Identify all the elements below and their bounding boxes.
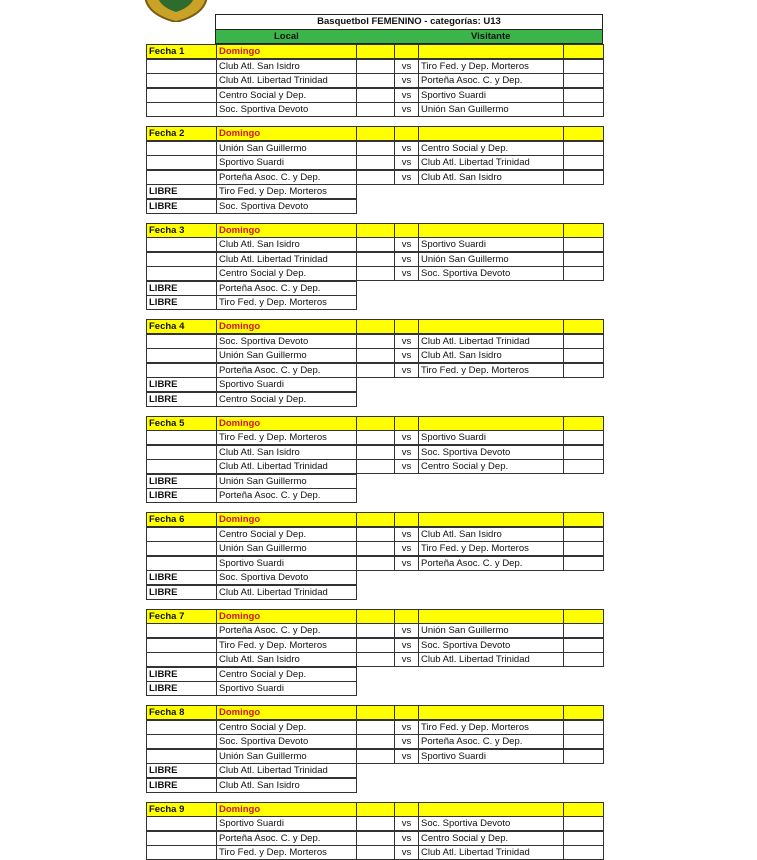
vs-label: vs (394, 266, 419, 281)
fecha-label: Fecha 1 (146, 44, 217, 59)
home-team: Porteña Asoc. C. y Dep. (216, 623, 357, 638)
blank-cell (418, 319, 564, 334)
home-team: Tiro Fed. y Dep. Morteros (216, 638, 357, 653)
away-score-cell (563, 720, 604, 735)
blank-cell (356, 223, 395, 238)
libre-team: Club Atl. San Isidro (216, 778, 357, 793)
away-score-cell (563, 252, 604, 267)
blank-cell (563, 319, 604, 334)
blank-cell (418, 802, 564, 817)
blank-cell (418, 609, 564, 624)
blank-cell (356, 512, 395, 527)
libre-team: Unión San Guillermo (216, 474, 357, 489)
away-score-cell (563, 845, 604, 860)
home-team: Club Atl. San Isidro (216, 445, 357, 460)
day-label: Domingo (216, 416, 357, 431)
away-score-cell (563, 363, 604, 378)
home-score-cell (356, 527, 395, 542)
blank-cell (146, 652, 217, 667)
blank-cell (394, 126, 419, 141)
away-score-cell (563, 623, 604, 638)
blank-cell (356, 609, 395, 624)
away-score-cell (563, 237, 604, 252)
home-score-cell (356, 816, 395, 831)
blank-cell (146, 252, 217, 267)
blank-cell (394, 223, 419, 238)
away-score-cell (563, 141, 604, 156)
home-team: Club Atl. Libertad Trinidad (216, 252, 357, 267)
libre-label: LIBRE (146, 778, 217, 793)
vs-label: vs (394, 831, 419, 846)
blank-cell (356, 44, 395, 59)
vs-label: vs (394, 816, 419, 831)
vs-label: vs (394, 237, 419, 252)
home-team: Soc. Sportiva Devoto (216, 334, 357, 349)
away-team: Centro Social y Dep. (418, 141, 564, 156)
away-score-cell (563, 749, 604, 764)
blank-cell (418, 223, 564, 238)
libre-team: Tiro Fed. y Dep. Morteros (216, 295, 357, 310)
vs-label: vs (394, 734, 419, 749)
fecha-label: Fecha 5 (146, 416, 217, 431)
home-team: Unión San Guillermo (216, 348, 357, 363)
local-column-header: Local (274, 31, 299, 42)
home-score-cell (356, 556, 395, 571)
vs-label: vs (394, 252, 419, 267)
home-team: Club Atl. San Isidro (216, 59, 357, 74)
away-score-cell (563, 266, 604, 281)
blank-cell (146, 541, 217, 556)
libre-team: Sportivo Suardi (216, 681, 357, 696)
away-score-cell (563, 734, 604, 749)
vs-label: vs (394, 430, 419, 445)
away-team: Unión San Guillermo (418, 102, 564, 117)
away-score-cell (563, 556, 604, 571)
libre-team: Tiro Fed. y Dep. Morteros (216, 184, 357, 199)
blank-cell (563, 609, 604, 624)
fecha-label: Fecha 6 (146, 512, 217, 527)
blank-cell (356, 705, 395, 720)
away-team: Club Atl. Libertad Trinidad (418, 155, 564, 170)
home-score-cell (356, 734, 395, 749)
blank-cell (418, 512, 564, 527)
vs-label: vs (394, 73, 419, 88)
day-label: Domingo (216, 609, 357, 624)
home-team: Unión San Guillermo (216, 141, 357, 156)
home-score-cell (356, 73, 395, 88)
away-score-cell (563, 59, 604, 74)
fecha-label: Fecha 8 (146, 705, 217, 720)
blank-cell (146, 237, 217, 252)
home-score-cell (356, 59, 395, 74)
vs-label: vs (394, 720, 419, 735)
blank-cell (146, 445, 217, 460)
home-score-cell (356, 638, 395, 653)
blank-cell (563, 416, 604, 431)
day-label: Domingo (216, 705, 357, 720)
home-team: Porteña Asoc. C. y Dep. (216, 363, 357, 378)
vs-label: vs (394, 527, 419, 542)
away-team: Tiro Fed. y Dep. Morteros (418, 720, 564, 735)
home-team: Club Atl. Libertad Trinidad (216, 73, 357, 88)
home-score-cell (356, 831, 395, 846)
blank-cell (394, 802, 419, 817)
blank-cell (146, 430, 217, 445)
blank-cell (356, 126, 395, 141)
away-team: Club Atl. Libertad Trinidad (418, 652, 564, 667)
libre-team: Soc. Sportiva Devoto (216, 199, 357, 214)
blank-cell (146, 88, 217, 103)
blank-cell (146, 334, 217, 349)
home-score-cell (356, 102, 395, 117)
away-team: Porteña Asoc. C. y Dep. (418, 556, 564, 571)
vs-label: vs (394, 170, 419, 185)
blank-cell (146, 59, 217, 74)
away-team: Tiro Fed. y Dep. Morteros (418, 363, 564, 378)
blank-cell (356, 802, 395, 817)
home-score-cell (356, 334, 395, 349)
vs-label: vs (394, 556, 419, 571)
vs-label: vs (394, 59, 419, 74)
blank-cell (146, 141, 217, 156)
libre-label: LIBRE (146, 474, 217, 489)
home-score-cell (356, 845, 395, 860)
blank-cell (418, 705, 564, 720)
home-score-cell (356, 266, 395, 281)
away-score-cell (563, 541, 604, 556)
vs-label: vs (394, 652, 419, 667)
home-team: Club Atl. Libertad Trinidad (216, 459, 357, 474)
libre-label: LIBRE (146, 199, 217, 214)
away-team: Club Atl. Libertad Trinidad (418, 845, 564, 860)
libre-label: LIBRE (146, 763, 217, 778)
away-score-cell (563, 652, 604, 667)
home-score-cell (356, 348, 395, 363)
away-score-cell (563, 459, 604, 474)
libre-label: LIBRE (146, 281, 217, 296)
away-team: Tiro Fed. y Dep. Morteros (418, 541, 564, 556)
away-team: Soc. Sportiva Devoto (418, 266, 564, 281)
libre-team: Porteña Asoc. C. y Dep. (216, 488, 357, 503)
away-team: Centro Social y Dep. (418, 831, 564, 846)
fecha-label: Fecha 9 (146, 802, 217, 817)
home-team: Sportivo Suardi (216, 556, 357, 571)
away-team: Club Atl. Libertad Trinidad (418, 334, 564, 349)
home-team: Unión San Guillermo (216, 541, 357, 556)
blank-cell (394, 416, 419, 431)
blank-cell (563, 44, 604, 59)
blank-cell (146, 266, 217, 281)
home-team: Centro Social y Dep. (216, 88, 357, 103)
vs-label: vs (394, 334, 419, 349)
away-score-cell (563, 170, 604, 185)
home-score-cell (356, 459, 395, 474)
fecha-label: Fecha 3 (146, 223, 217, 238)
away-score-cell (563, 348, 604, 363)
away-team: Unión San Guillermo (418, 623, 564, 638)
away-team: Sportivo Suardi (418, 749, 564, 764)
column-header-row (215, 29, 603, 44)
day-label: Domingo (216, 512, 357, 527)
libre-label: LIBRE (146, 295, 217, 310)
vs-label: vs (394, 348, 419, 363)
libre-label: LIBRE (146, 570, 217, 585)
home-team: Tiro Fed. y Dep. Morteros (216, 430, 357, 445)
libre-label: LIBRE (146, 377, 217, 392)
libre-label: LIBRE (146, 681, 217, 696)
day-label: Domingo (216, 44, 357, 59)
home-team: Soc. Sportiva Devoto (216, 734, 357, 749)
blank-cell (563, 802, 604, 817)
blank-cell (418, 126, 564, 141)
vs-label: vs (394, 155, 419, 170)
day-label: Domingo (216, 223, 357, 238)
blank-cell (356, 416, 395, 431)
vs-label: vs (394, 638, 419, 653)
day-label: Domingo (216, 126, 357, 141)
libre-team: Centro Social y Dep. (216, 667, 357, 682)
home-team: Tiro Fed. y Dep. Morteros (216, 845, 357, 860)
blank-cell (563, 223, 604, 238)
away-team: Tiro Fed. y Dep. Morteros (418, 59, 564, 74)
away-score-cell (563, 88, 604, 103)
away-team: Centro Social y Dep. (418, 459, 564, 474)
home-score-cell (356, 445, 395, 460)
schedule-title: Basquetbol FEMENINO - categorías: U13 (215, 14, 603, 30)
libre-label: LIBRE (146, 667, 217, 682)
blank-cell (394, 319, 419, 334)
home-score-cell (356, 541, 395, 556)
libre-label: LIBRE (146, 585, 217, 600)
libre-team: Club Atl. Libertad Trinidad (216, 585, 357, 600)
away-score-cell (563, 638, 604, 653)
day-label: Domingo (216, 802, 357, 817)
away-team: Porteña Asoc. C. y Dep. (418, 73, 564, 88)
away-team: Sportivo Suardi (418, 88, 564, 103)
libre-team: Club Atl. Libertad Trinidad (216, 763, 357, 778)
blank-cell (146, 623, 217, 638)
blank-cell (146, 459, 217, 474)
blank-cell (146, 348, 217, 363)
vs-label: vs (394, 749, 419, 764)
libre-label: LIBRE (146, 488, 217, 503)
libre-team: Sportivo Suardi (216, 377, 357, 392)
fecha-label: Fecha 4 (146, 319, 217, 334)
vs-label: vs (394, 845, 419, 860)
blank-cell (146, 527, 217, 542)
vs-label: vs (394, 541, 419, 556)
home-score-cell (356, 170, 395, 185)
blank-cell (146, 73, 217, 88)
home-score-cell (356, 652, 395, 667)
away-team: Club Atl. San Isidro (418, 170, 564, 185)
vs-label: vs (394, 141, 419, 156)
home-team: Centro Social y Dep. (216, 720, 357, 735)
away-team: Club Atl. San Isidro (418, 348, 564, 363)
home-score-cell (356, 141, 395, 156)
blank-cell (394, 512, 419, 527)
away-score-cell (563, 816, 604, 831)
home-team: Sportivo Suardi (216, 155, 357, 170)
blank-cell (146, 155, 217, 170)
away-score-cell (563, 102, 604, 117)
away-score-cell (563, 155, 604, 170)
home-score-cell (356, 88, 395, 103)
blank-cell (394, 609, 419, 624)
away-score-cell (563, 527, 604, 542)
blank-cell (356, 319, 395, 334)
away-team: Porteña Asoc. C. y Dep. (418, 734, 564, 749)
libre-label: LIBRE (146, 184, 217, 199)
home-score-cell (356, 155, 395, 170)
home-team: Porteña Asoc. C. y Dep. (216, 831, 357, 846)
home-score-cell (356, 252, 395, 267)
blank-cell (563, 126, 604, 141)
vs-label: vs (394, 102, 419, 117)
vs-label: vs (394, 363, 419, 378)
fecha-label: Fecha 7 (146, 609, 217, 624)
home-score-cell (356, 237, 395, 252)
libre-team: Porteña Asoc. C. y Dep. (216, 281, 357, 296)
away-team: Soc. Sportiva Devoto (418, 638, 564, 653)
libre-team: Soc. Sportiva Devoto (216, 570, 357, 585)
blank-cell (146, 816, 217, 831)
away-team: Soc. Sportiva Devoto (418, 445, 564, 460)
away-team: Club Atl. San Isidro (418, 527, 564, 542)
vs-label: vs (394, 459, 419, 474)
blank-cell (146, 170, 217, 185)
blank-cell (146, 363, 217, 378)
home-team: Centro Social y Dep. (216, 527, 357, 542)
away-team: Sportivo Suardi (418, 237, 564, 252)
home-team: Centro Social y Dep. (216, 266, 357, 281)
day-label: Domingo (216, 319, 357, 334)
home-score-cell (356, 749, 395, 764)
blank-cell (146, 102, 217, 117)
away-score-cell (563, 831, 604, 846)
home-team: Soc. Sportiva Devoto (216, 102, 357, 117)
blank-cell (563, 512, 604, 527)
blank-cell (394, 705, 419, 720)
club-logo (143, 0, 209, 22)
blank-cell (146, 845, 217, 860)
vs-label: vs (394, 445, 419, 460)
blank-cell (146, 749, 217, 764)
visitante-column-header: Visitante (471, 31, 511, 42)
fecha-label: Fecha 2 (146, 126, 217, 141)
home-score-cell (356, 720, 395, 735)
blank-cell (418, 44, 564, 59)
blank-cell (146, 734, 217, 749)
blank-cell (394, 44, 419, 59)
away-team: Unión San Guillermo (418, 252, 564, 267)
home-team: Club Atl. San Isidro (216, 237, 357, 252)
away-team: Soc. Sportiva Devoto (418, 816, 564, 831)
away-score-cell (563, 334, 604, 349)
away-team: Sportivo Suardi (418, 430, 564, 445)
home-score-cell (356, 623, 395, 638)
libre-team: Centro Social y Dep. (216, 392, 357, 407)
home-team: Sportivo Suardi (216, 816, 357, 831)
blank-cell (418, 416, 564, 431)
home-team: Unión San Guillermo (216, 749, 357, 764)
vs-label: vs (394, 623, 419, 638)
libre-label: LIBRE (146, 392, 217, 407)
home-score-cell (356, 430, 395, 445)
away-score-cell (563, 430, 604, 445)
blank-cell (146, 831, 217, 846)
blank-cell (563, 705, 604, 720)
vs-label: vs (394, 88, 419, 103)
home-team: Club Atl. San Isidro (216, 652, 357, 667)
blank-cell (146, 556, 217, 571)
away-score-cell (563, 73, 604, 88)
home-team: Porteña Asoc. C. y Dep. (216, 170, 357, 185)
home-score-cell (356, 363, 395, 378)
blank-cell (146, 720, 217, 735)
away-score-cell (563, 445, 604, 460)
blank-cell (146, 638, 217, 653)
